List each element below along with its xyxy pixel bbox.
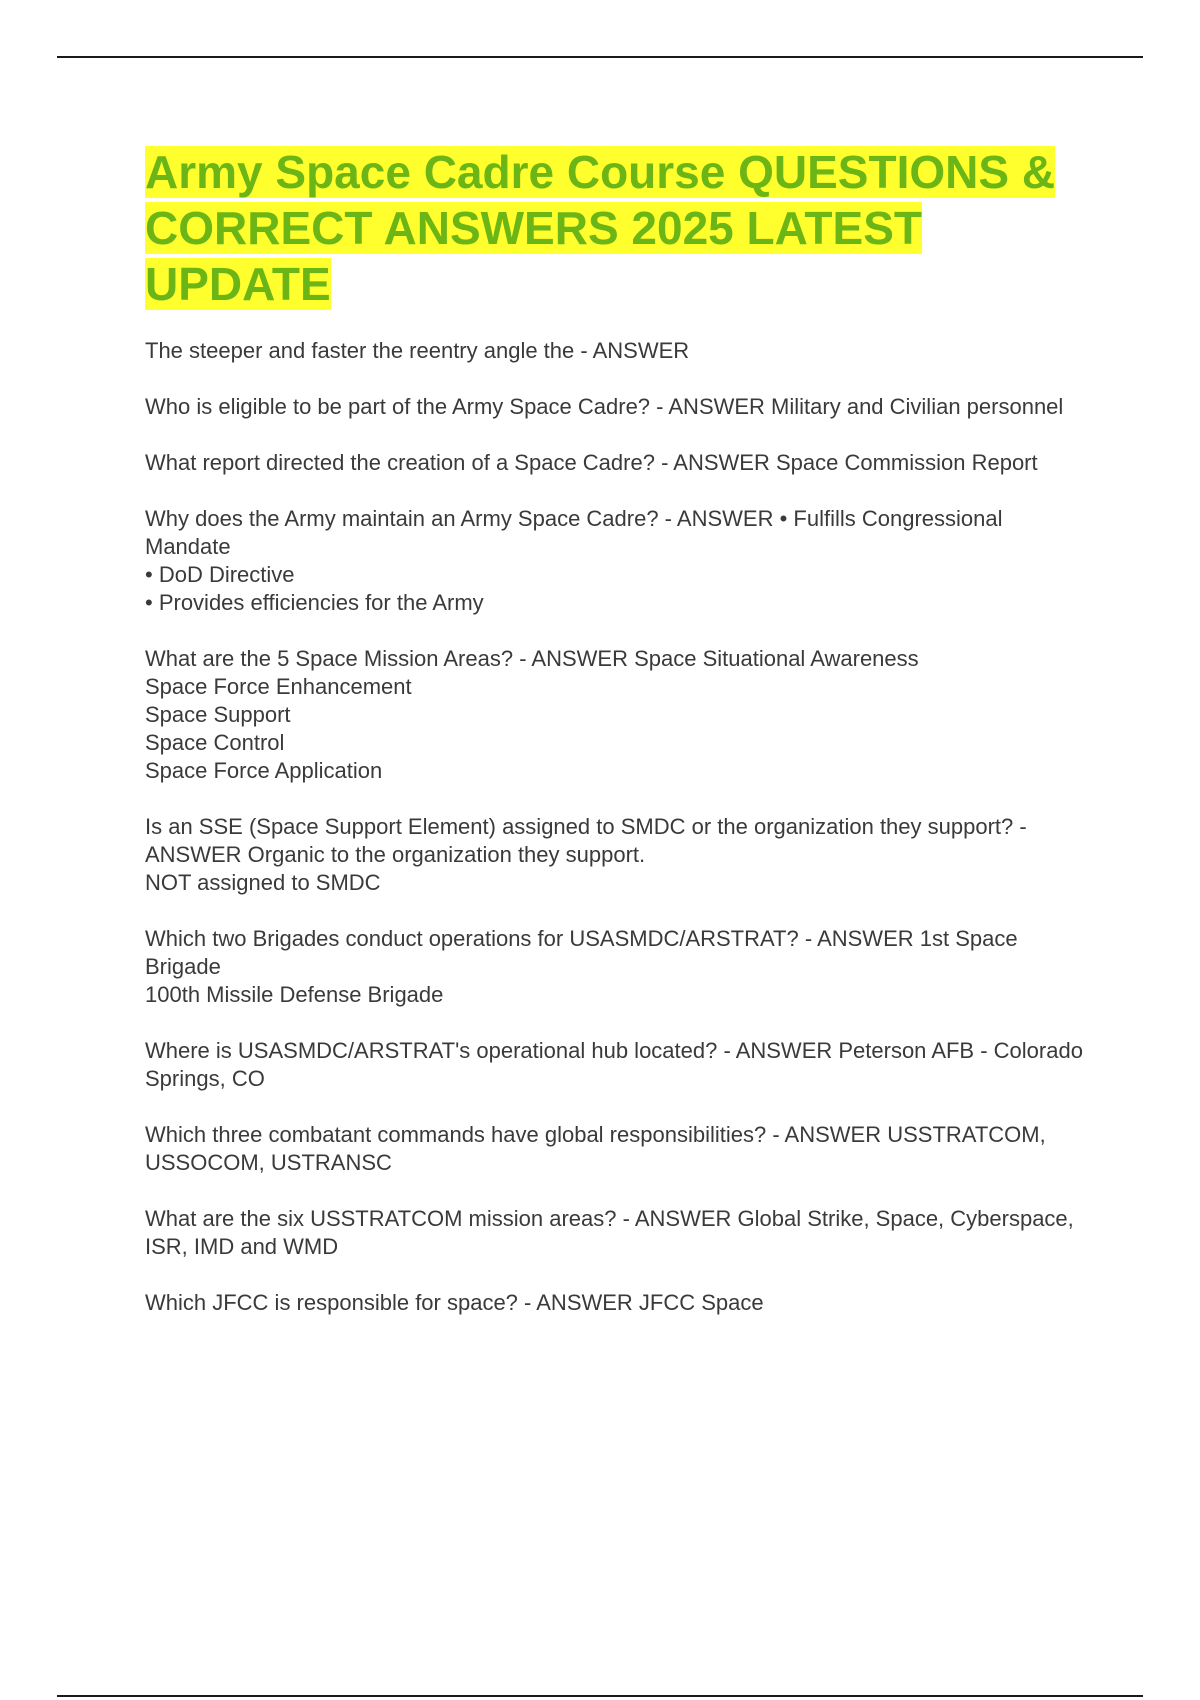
qa-item: Which JFCC is responsible for space? - ANSWER JFCC Space (145, 1290, 764, 1315)
document-title-text: Army Space Cadre Course QUESTIONS & CORRECT ANSWERS 2025 LATEST UPDATE (145, 146, 1056, 310)
qa-item: Why does the Army maintain an Army Space Cadre? - ANSWER • Fulfills Congressional Mandate • DoD Directive • Provides efficiencies for the Army (145, 506, 1003, 615)
qa-item: What are the six USSTRATCOM mission areas? - ANSWER Global Strike, Space, Cyberspace, ISR, IMD and WMD (145, 1206, 1074, 1259)
qa-list (145, 337, 1085, 1345)
qa-item: Who is eligible to be part of the Army Space Cadre? - ANSWER Military and Civilian personnel (145, 394, 1064, 419)
qa-item: What are the 5 Space Mission Areas? - ANSWER Space Situational Awareness Space Force Enhancement Space Support Space Control Space Force Application (145, 646, 919, 783)
qa-item: What report directed the creation of a Space Cadre? - ANSWER Space Commission Report (145, 450, 1038, 475)
qa-item: Is an SSE (Space Support Element) assigned to SMDC or the organization they support? - ANSWER Organic to the organization they support. NOT assigned to SMDC (145, 814, 1027, 895)
qa-item: The steeper and faster the reentry angle the - ANSWER (145, 338, 690, 363)
qa-item: Which two Brigades conduct operations for USASMDC/ARSTRAT? - ANSWER 1st Space Brigade 100th Missile Defense Brigade (145, 926, 1018, 1007)
header-rule (57, 56, 1143, 58)
qa-item: Which three combatant commands have global responsibilities? - ANSWER USSTRATCOM, USSOCOM, USTRANSC (145, 1122, 1046, 1175)
footer-rule (57, 1695, 1143, 1697)
qa-item: Where is USASMDC/ARSTRAT's operational hub located? - ANSWER Peterson AFB - Colorado Springs, CO (145, 1038, 1083, 1091)
document-title (145, 144, 1095, 312)
